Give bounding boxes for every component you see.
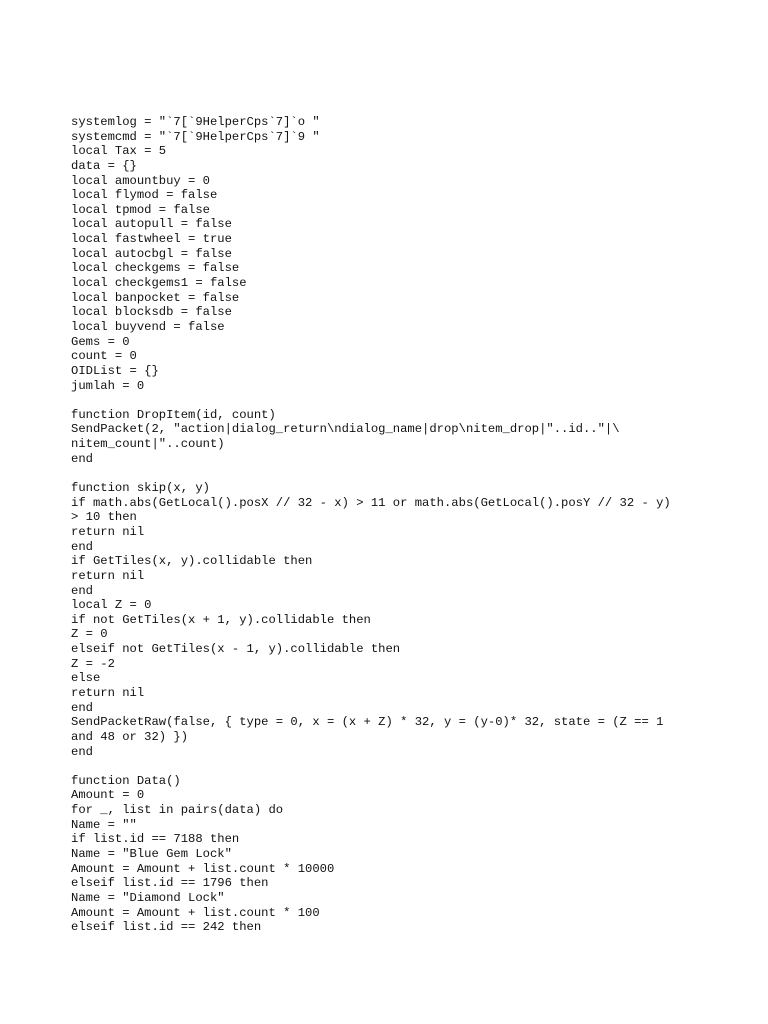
code-line — [71, 759, 701, 774]
code-line: if list.id == 7188 then — [71, 832, 240, 847]
code-line: SendPacket(2, "action|dialog_return\ndialog_name|drop\nitem_drop|"..id.."|\ — [71, 422, 620, 437]
code-line: data = {} — [71, 158, 137, 173]
code-line: Name = "Blue Gem Lock" — [71, 847, 232, 862]
code-line: count = 0 — [71, 349, 137, 364]
code-line: systemcmd = "`7[`9HelperCps`7]`9 " — [71, 129, 320, 144]
code-line: function skip(x, y) — [71, 481, 210, 496]
code-line: local checkgems = false — [71, 261, 240, 276]
code-line: function Data() — [71, 773, 181, 788]
code-line: local flymod = false — [71, 188, 218, 203]
code-line: local Z = 0 — [71, 598, 152, 613]
code-line: OIDList = {} — [71, 363, 159, 378]
code-line — [71, 466, 701, 481]
code-line: elseif list.id == 242 then — [71, 920, 262, 935]
code-listing — [71, 115, 701, 935]
code-line: local blocksdb = false — [71, 305, 232, 320]
code-line: return nil — [71, 685, 145, 700]
code-line: elseif list.id == 1796 then — [71, 876, 269, 891]
code-line: SendPacketRaw(false, { type = 0, x = (x + Z) * 32, y = (y-0)* 32, state = (Z == 1 — [71, 715, 664, 730]
code-line: end — [71, 744, 93, 759]
code-line: systemlog = "`7[`9HelperCps`7]`o " — [71, 115, 320, 129]
code-line: local buyvend = false — [71, 319, 225, 334]
code-line: end — [71, 700, 93, 715]
code-line: local tpmod = false — [71, 202, 210, 217]
code-line: local amountbuy = 0 — [71, 173, 210, 188]
code-line: and 48 or 32) }) — [71, 729, 189, 744]
code-line: Amount = Amount + list.count * 100 — [71, 905, 320, 920]
code-line: local fastwheel = true — [71, 232, 232, 247]
code-line: Z = -2 — [71, 656, 115, 671]
code-line: local Tax = 5 — [71, 144, 167, 159]
code-line: for _, list in pairs(data) do — [71, 803, 284, 818]
code-line: Amount = Amount + list.count * 10000 — [71, 861, 335, 876]
code-line: elseif not GetTiles(x - 1, y).collidable then — [71, 642, 401, 657]
code-line: local banpocket = false — [71, 290, 240, 305]
code-line: Amount = 0 — [71, 788, 145, 803]
code-line — [71, 393, 701, 408]
code-line: local autopull = false — [71, 217, 232, 232]
code-line: end — [71, 583, 93, 598]
code-line: local checkgems1 = false — [71, 276, 247, 291]
code-line: end — [71, 451, 93, 466]
code-line: Name = "Diamond Lock" — [71, 890, 225, 905]
code-line: else — [71, 671, 101, 686]
code-line: jumlah = 0 — [71, 378, 145, 393]
code-line: local autocbgl = false — [71, 246, 232, 261]
code-line: Gems = 0 — [71, 334, 130, 349]
code-line: Name = "" — [71, 817, 137, 832]
code-line: if math.abs(GetLocal().posX // 32 - x) > 11 or math.abs(GetLocal().posY // 32 - y) — [71, 495, 671, 510]
code-line: return nil — [71, 568, 145, 583]
code-line: if GetTiles(x, y).collidable then — [71, 554, 313, 569]
code-line: return nil — [71, 524, 145, 539]
code-line: end — [71, 539, 93, 554]
code-line: Z = 0 — [71, 627, 108, 642]
code-line: function DropItem(id, count) — [71, 407, 276, 422]
code-line: if not GetTiles(x + 1, y).collidable then — [71, 612, 371, 627]
code-line: nitem_count|"..count) — [71, 437, 225, 452]
code-line: > 10 then — [71, 510, 137, 525]
